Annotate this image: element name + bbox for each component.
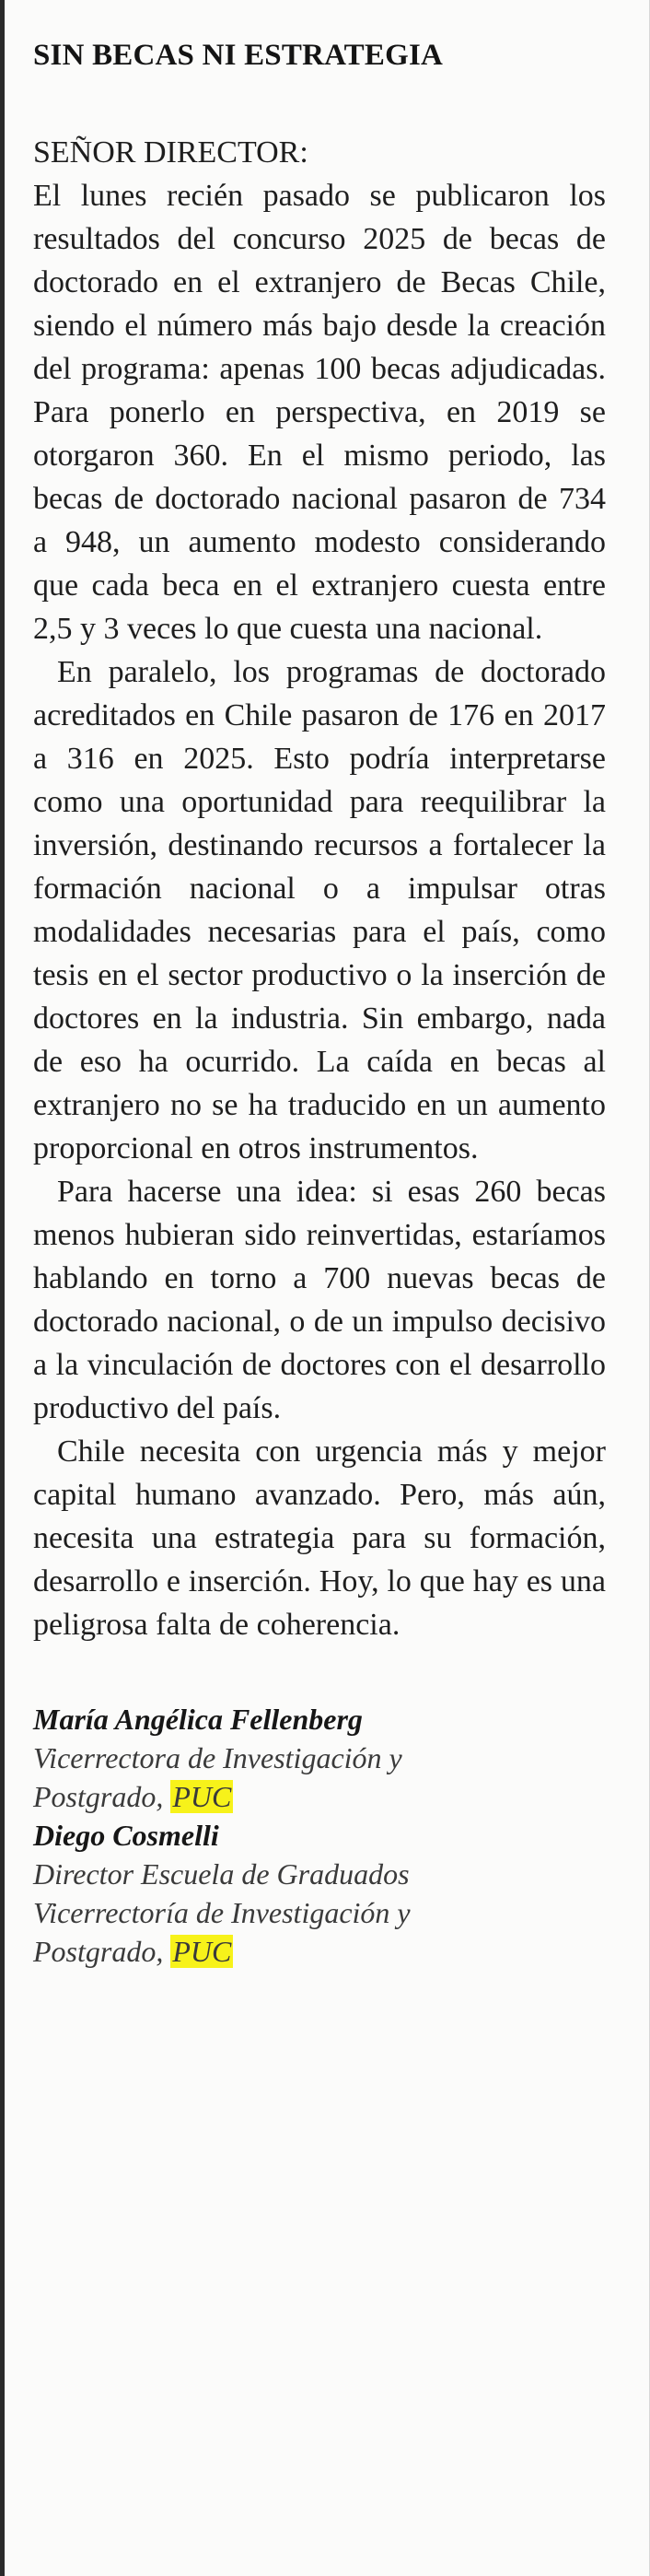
signature-role-2c [33,1932,606,1971]
salutation: SEÑOR DIRECTOR: [33,135,308,170]
institution-highlight-2: PUC [172,1935,232,1968]
paragraph-3: Para hacerse una idea: si esas 260 becas menos hubieran sido reinvertidas, estaríamos hablando en torno a 700 nuevas becas de doctorado nacional, o de un impulso decisivo a la vinculación de doctores con el desarrollo productivo del país. [33,1175,606,1425]
headline: SIN BECAS NI ESTRATEGIA [33,39,444,72]
signature-role-2a: Director Escuela de Graduados [33,1857,410,1891]
signature-role-1b [33,1777,606,1816]
signatures [33,1700,606,1971]
paragraph-4: Chile necesita con urgencia más y mejor capital humano avanzado. Pero, más aún, necesita una estrategia para su formación, desarrollo e inserción. Hoy, lo que hay es una peligrosa falta de coherencia. [33,1434,606,1642]
signature-role-2b: Vicerrectoría de Investigación y [33,1896,411,1929]
signature-role-1b-prefix: Postgrado, [33,1780,171,1813]
signature-role-1a: Vicerrectora de Investigación y [33,1741,402,1774]
signature-name-2: Diego Cosmelli [33,1819,219,1852]
letter-column [33,37,606,1971]
institution-highlight-1: PUC [172,1780,232,1813]
signature-name-1: María Angélica Fellenberg [33,1703,363,1736]
paragraph-2: En paralelo, los programas de doctorado acreditados en Chile pasaron de 176 en 2017 a 316 en 2025. Esto podría interpretarse como una oportunidad para reequilibrar la inversión, destinando recursos a fortalecer la formación nacional o a impulsar otras modalidades necesarias para el país, como tesis en el sector productivo o la inserción de doctores en la industria. Sin embargo, nada de eso ha ocurrido. La caída en becas al extranjero no se ha traducido en un aumento proporcional en otros instrumentos. [33,655,606,1165]
paragraph-1: El lunes recién pasado se publicaron los resultados del concurso 2025 de becas de doctorado en el extranjero de Becas Chile, siendo el número más bajo desde la creación del programa: apenas 100 becas adjudicadas. Para ponerlo en perspectiva, en 2019 se otorgaron 360. En el mismo periodo, las becas de doctorado nacional pasaron de 734 a 948, un aumento modesto considerando que cada beca en el extranjero cuesta entre 2,5 y 3 veces lo que cuesta una nacional. [33,179,606,646]
signature-role-2c-prefix: Postgrado, [33,1935,171,1968]
